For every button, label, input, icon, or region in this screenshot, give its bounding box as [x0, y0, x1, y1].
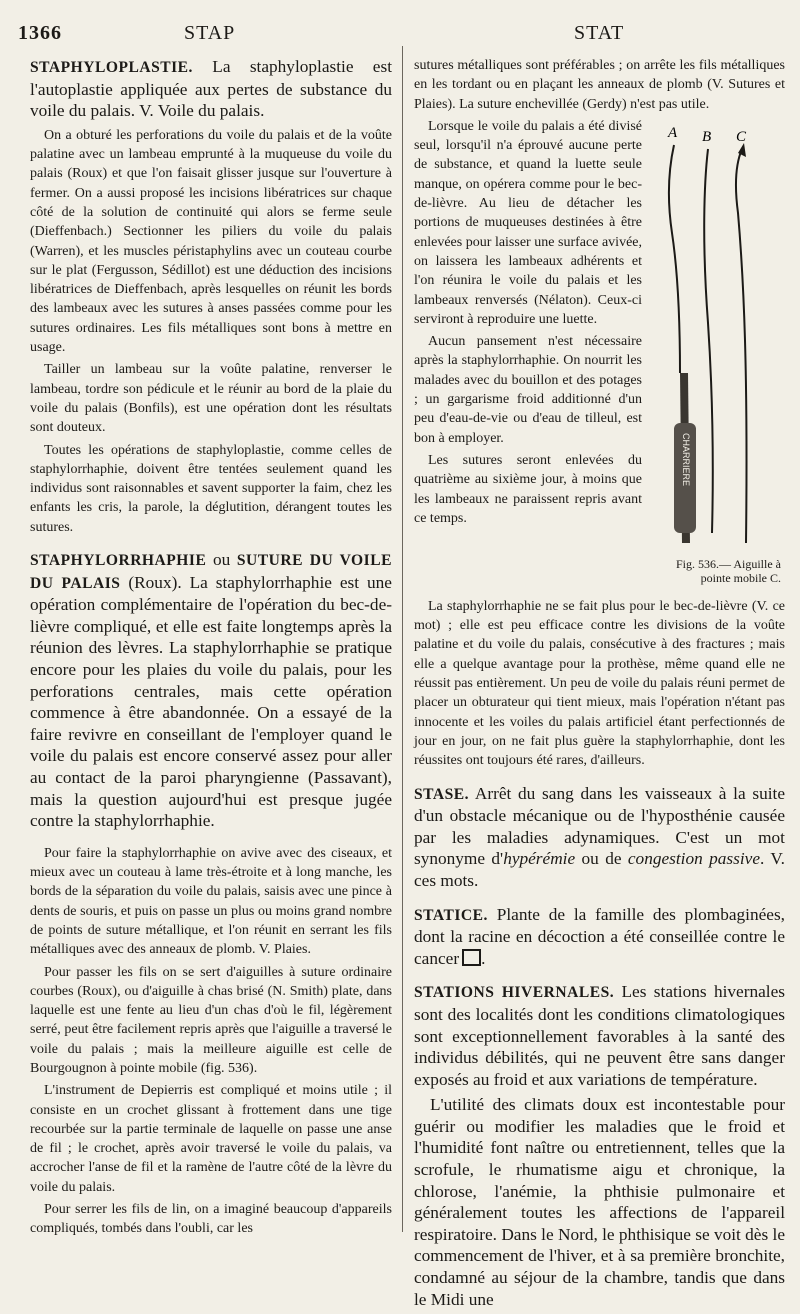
paragraph: L'instrument de Depierris est compliqué et moins utile ; il consiste en un crochet glissant à frottement dans une tige recourbée sur la partie terminale de laquelle on passe une anse de fil ; le crochet, après avoir traversé le voile du palais, va accrocher l'anse de fil et la ramène de l'autre côté de la lèvre du voile du palais.: [30, 1083, 392, 1195]
paragraph: Pour serrer les fils de lin, on a imaginé beaucoup d'appareils compliqués, tombés dans l'oubli, car les: [30, 1202, 392, 1237]
figure-536: [650, 123, 785, 593]
entry-term: hypérémie: [503, 849, 576, 869]
entry-term: congestion passive: [627, 849, 761, 869]
paragraph: Pour passer les fils on se sert d'aiguilles à suture ordinaire courbes (Roux), ou d'aiguille à chas brisé (N. Smith) plate, dans laquelle est une fente au lieu d'un chas d'où le fil, légèrement serré, peut être facilement repris après que l'aiguille a traversé le voile du palais ; mais la meilleure aiguille est celle de Bourgougnon à pointe mobile (fig. 536).: [30, 964, 392, 1076]
paragraph-continued: sutures métalliques sont préférables ; on arrête les fils métalliques en les tordant ou en plaçant les anneaux de plomb (V. Sutures et Plaies). La suture enchevillée (Gerdy) n'est pas utile.: [414, 58, 785, 112]
running-header: [14, 22, 784, 50]
entry-stase: [414, 783, 785, 892]
maker-mark: CHARRIERE: [681, 432, 691, 486]
running-title-right: STAT: [574, 22, 625, 44]
entry-statice: STATICE. Plante de la famille des plombaginées, dont la racine en décoction a été conseillée contre le cancer .: [414, 904, 785, 968]
entry-staphyloplastie: [30, 56, 392, 122]
running-title-left: STAP: [184, 22, 236, 44]
entry-stations-hivernales: [414, 981, 785, 1090]
left-column: [30, 56, 392, 1242]
paragraph: La staphylorrhaphie ne se fait plus pour le bec-de-lièvre (V. ce mot) ; elle est peu efficace contre les divisions de la voûte palatine et du voile du palais, consécutive à des fractures ; mais elle a quelque avantage pour la prothèse, même quand elle ne réussit pas entièrement. Un peu de voile du palais réuni permet de placer un obturateur qui tient mieux, mais l'opération n'étant pas innocente et les voiles du palais artificiel étant perfectionnés de jour en jour, on ne fait plus guère la staphylorrhaphie, dont les réussites ont toujours été rares, d'ailleurs.: [414, 598, 785, 769]
paragraph: Pour faire la staphylorrhaphie on avive avec des ciseaux, et mieux avec un couteau à lame très-étroite et à long manche, les bords de la séparation du voile du palais, saisis avec une pince à dents de souris, et puis on passe un plus ou moins grand nombre de points de suture métallique, et l'on réunit en serrant les fils métalliques avec des anneaux de plomb. V. Plaies.: [30, 845, 392, 958]
needle-b: [704, 149, 713, 533]
paragraph: On a obturé les perforations du voile du palais et de la voûte palatine avec un lambeau emprunté à la muqueuse du voile du palais (Roux) et que l'on faisait glisser jusque sur l'ouverture à fermer. On a aussi proposé les incisions libératrices sur chaque côté de la solution de continuité qui alors se ferme seule (Dieffenbach.) Sectionner les piliers du voile du palais (Warren), et les muscles péristaphylins avec un couteau courbe sur le plat (Fergusson, Sédillot) est une déduction des incisions libératrices de Dieffenbach, après lesquelles on réunit les bords des lambeaux avec les sutures à anses passées comme pour les sutures ordinaires. Les fils métalliques sont bons à mettre en usage.: [30, 127, 392, 356]
headword: STAPHYLOPLASTIE.: [30, 59, 193, 76]
right-column: [414, 56, 785, 1314]
page-number: 1366: [18, 22, 62, 44]
entry-text: . V. ces mots.: [414, 849, 785, 890]
column-divider: [402, 46, 403, 1232]
headword: STAPHYLORRHAPHIE: [30, 552, 207, 570]
entry-text: Les stations hivernales sont des localités dont les conditions climatologiques sont exceptionnellement favorables à la santé des individus débilités, qui ne peuvent être sans danger exposés au froid et aux variations de température.: [414, 982, 785, 1089]
entry-text: (Roux). La staphylorrhaphie est une opération complémentaire de l'opération du bec-de-lièvre compliqué, et elle est faite longtemps après la réunion des lèvres. La staphylorrhaphie se pratique encore pour les plaies du voile du palais, pour les perforations centrales, mais cette opération commence à être abandonnée. On a essayé de la faire revivre en conseillant de l'employer quand le voile du palais est encore conservé assez pour aller au contact de la paroi pharyngienne (Passavant), mais la question aujourd'hui est presque jugée contre la staphylorrhaphie.: [30, 572, 392, 831]
paragraph: Toutes les opérations de staphyloplastie, comme celles de staphylorrhaphie, doivent être tentées seulement quand les individus sont raisonnables et savent supporter la faim, chez les enfants les cris, la parole, la déglutition, dérangent toutes les sutures.: [30, 442, 392, 535]
conjunction: ou: [212, 550, 231, 570]
headword: STATIONS HIVERNALES.: [414, 984, 615, 1002]
headword: STATICE.: [414, 906, 488, 924]
paragraph: Aucun pansement n'est nécessaire après la staphylorrhaphie. On nourrit les malades avec du bouillon et des potages ; un gargarisme froid additionné d'un peu d'eau-de-vie ou d'eau de tilleul, est bon à employer.: [414, 334, 642, 446]
entry-text: Plante de la famille des plombaginées, dont la racine en décoction a été conseillée contre le cancer: [414, 904, 785, 968]
fig-label-c: C: [736, 128, 747, 145]
fig-label-b: B: [702, 128, 712, 145]
needle-illustration: [650, 123, 785, 563]
paragraph: Lorsque le voile du palais a été divisé seul, lorsqu'il n'a éprouvé aucune perte de substance, et quand la luette seule manque, on opérera comme pour le bec-de-lièvre. Au lieu de détacher les portions de muqueuses destinées à être enlevées pour laisser une surface avivée, on laissera les lambeaux adhérents et l'on réunira le voile du palais et les lambeaux renversés (Nélaton). Ceux-ci serviront à reproduire une luette.: [414, 118, 642, 327]
paragraph: Tailler un lambeau sur la voûte palatine, renverser le lambeau, tordre son pédicule et le réunir au bord de la plaie du voile du palais (Bonfils), est une opération dont les résultats sont douteux.: [30, 362, 392, 436]
needle-a: [669, 145, 680, 373]
square-icon: [462, 949, 481, 966]
headword-alt: SUTURE DU VOILE DU PALAIS: [30, 552, 392, 592]
figure-caption: Fig. 536.— Aiguille à pointe mobile C.: [676, 556, 781, 585]
entry-staphylorrhaphie: [30, 549, 392, 832]
headword: STASE.: [414, 785, 470, 803]
paragraph: Les sutures seront enlevées du quatrième au sixième jour, à moins que les lambeaux ne paraissent repris avant ce temps.: [414, 452, 642, 526]
needle-c: [736, 149, 747, 543]
entry-text: Arrêt du sang dans les vaisseaux à la suite d'un obstacle mécanique ou de l'hyposthénie causée par les maladies adynamiques. C'est un mot synonyme d': [414, 783, 785, 869]
entry-text: ou de: [575, 849, 628, 869]
entry-text: La staphyloplastie est l'autoplastie appliquée aux pertes de substance du voile du palais. V. Voile du palais.: [30, 57, 393, 121]
paragraph: L'utilité des climats doux est incontestable pour guérir ou modifier les maladies que le froid et l'humidité font naître ou entretiennent, telles que la scrofule, le rhumatisme aigu et chronique, la chlorose, l'anémie, la phthisie pulmonaire et généralement toutes les affections de l'appareil respiratoire. Dans le Nord, le phthisique se voit dès le commencement de l'hiver, et à sa première bronchite, condamné au séjour de la chambre, tandis que dans le Midi une: [414, 1095, 785, 1309]
fig-label-a: A: [668, 124, 678, 141]
